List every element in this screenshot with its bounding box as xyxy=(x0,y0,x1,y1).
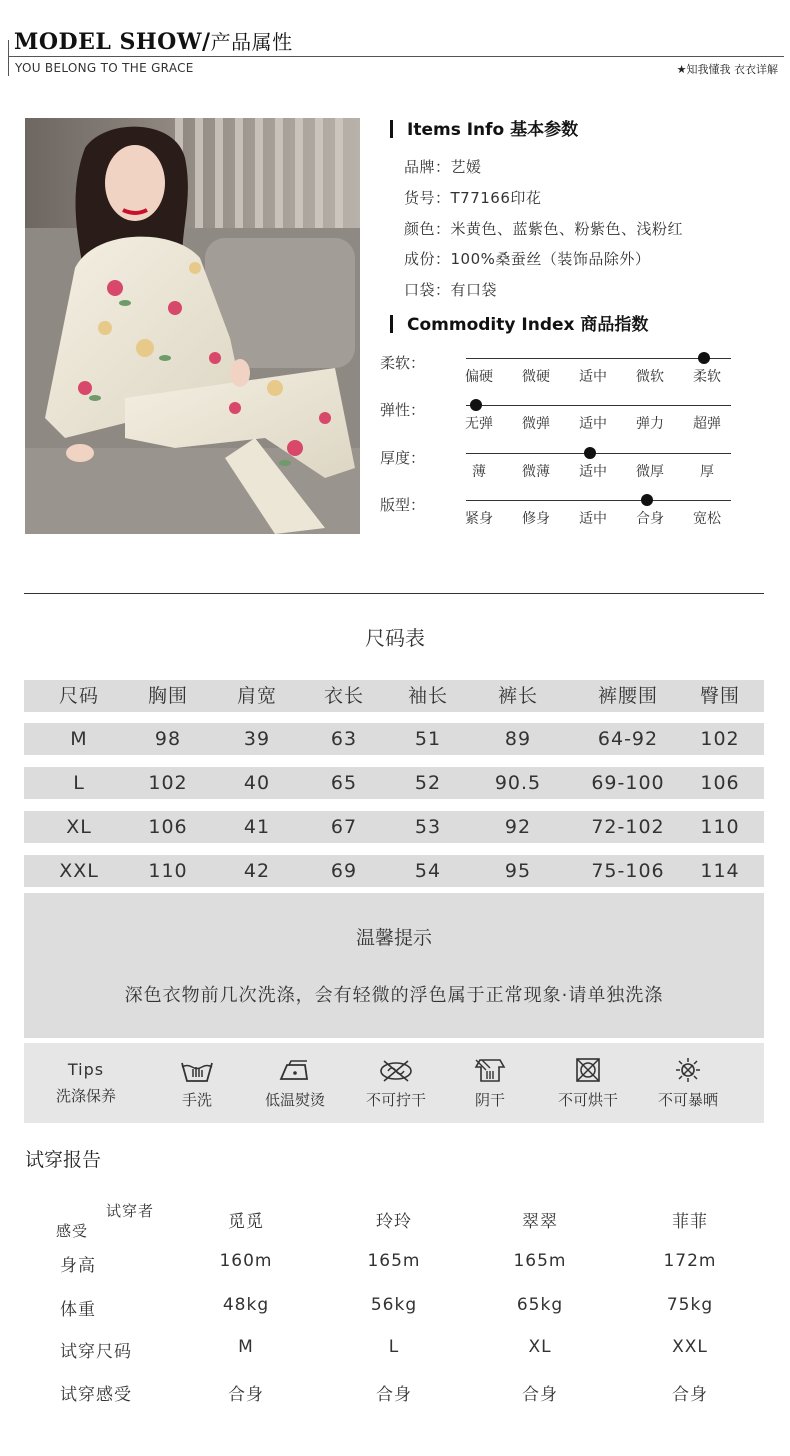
index-option: 修身 xyxy=(522,511,550,527)
info-material: 成份：100%桑蚕丝（装饰品除外） xyxy=(404,250,651,268)
try-cell: 172m xyxy=(663,1251,717,1271)
table-cell: 106 xyxy=(148,816,188,838)
table-header-row xyxy=(24,680,764,712)
try-cell: 165m xyxy=(367,1251,421,1271)
try-row-label: 试穿感受 xyxy=(60,1385,132,1405)
index-option: 柔软 xyxy=(693,369,721,385)
table-cell: 110 xyxy=(700,816,740,838)
table-cell: 尺码 xyxy=(58,685,99,707)
table-cell: 72-102 xyxy=(591,816,665,838)
size-chart-title: 尺码表 xyxy=(365,626,425,650)
index-marker xyxy=(698,352,710,364)
care-hand-wash xyxy=(152,1057,242,1110)
table-cell: 102 xyxy=(148,772,188,794)
table-cell: 裤腰围 xyxy=(597,685,658,707)
try-row-label: 身高 xyxy=(60,1256,96,1276)
care-no-sun xyxy=(643,1057,733,1110)
table-cell: 110 xyxy=(148,860,188,882)
table-cell: 114 xyxy=(700,860,740,882)
page-title-cn: 产品属性 xyxy=(210,30,293,54)
index-marker xyxy=(584,447,596,459)
try-cell: XXL xyxy=(672,1337,708,1357)
page-title-en: MODEL SHOW/ xyxy=(14,29,211,55)
try-cell: 56kg xyxy=(370,1295,418,1315)
table-cell: 臀围 xyxy=(699,685,740,707)
try-corner-feeling: 感受 xyxy=(56,1222,89,1240)
try-cell: XL xyxy=(528,1337,552,1357)
table-cell: 51 xyxy=(414,728,442,750)
try-cell: L xyxy=(388,1337,400,1357)
try-cell: 65kg xyxy=(516,1295,564,1315)
index-option: 微薄 xyxy=(522,464,550,480)
tester-name: 菲菲 xyxy=(672,1212,708,1232)
table-row xyxy=(24,723,764,755)
table-cell: 102 xyxy=(700,728,740,750)
care-iron-low xyxy=(250,1057,340,1110)
items-info-heading: Items Info 基本参数 xyxy=(390,115,578,140)
info-brand: 品牌：艺媛 xyxy=(404,158,482,176)
table-cell: 89 xyxy=(504,728,532,750)
try-row-label: 试穿尺码 xyxy=(60,1342,132,1362)
header-divider xyxy=(8,56,784,57)
index-option: 无弹 xyxy=(465,416,493,432)
try-cell: 合身 xyxy=(672,1385,708,1405)
info-colors: 颜色：米黄色、蓝紫色、粉紫色、浅粉红 xyxy=(404,220,684,238)
table-cell: 98 xyxy=(154,728,182,750)
info-pocket: 口袋：有口袋 xyxy=(404,281,498,299)
try-cell: 合身 xyxy=(228,1385,264,1405)
index-scale-line xyxy=(466,358,731,359)
care-shade-dry xyxy=(445,1057,535,1110)
header-note: ★知我懂我 衣衣详解 xyxy=(676,63,778,76)
index-marker xyxy=(470,399,482,411)
index-option: 厚 xyxy=(700,464,714,480)
tester-name: 觅觅 xyxy=(228,1212,264,1232)
table-cell: 肩宽 xyxy=(236,685,277,707)
care-label: 阴干 xyxy=(474,1091,505,1109)
no-tumble-dry-icon xyxy=(570,1057,606,1083)
table-row xyxy=(24,767,764,799)
table-row xyxy=(24,811,764,843)
warm-tips-text: 深色衣物前几次洗涤，会有轻微的浮色属于正常现象·请单独洗涤 xyxy=(124,985,664,1006)
header-tick xyxy=(8,40,9,76)
no-wring-icon xyxy=(378,1057,414,1083)
try-cell: 合身 xyxy=(522,1385,558,1405)
table-cell: 52 xyxy=(414,772,442,794)
try-cell: 160m xyxy=(219,1251,273,1271)
table-cell: 63 xyxy=(330,728,358,750)
warm-tips-title: 温馨提示 xyxy=(355,927,432,949)
page-subtitle: YOU BELONG TO THE GRACE xyxy=(15,61,194,75)
index-option: 微软 xyxy=(636,369,664,385)
table-row xyxy=(24,855,764,887)
try-cell: 75kg xyxy=(666,1295,714,1315)
index-option: 宽松 xyxy=(693,511,721,527)
table-cell: 92 xyxy=(504,816,532,838)
index-option: 合身 xyxy=(636,511,664,527)
warm-tips-box xyxy=(24,893,764,1038)
table-cell: XXL xyxy=(59,860,99,882)
index-option: 薄 xyxy=(472,464,486,480)
info-item-number: 货号：T77166印花 xyxy=(404,189,542,207)
table-cell: 95 xyxy=(504,860,532,882)
care-no-wring xyxy=(351,1057,441,1110)
index-option: 紧身 xyxy=(465,511,493,527)
index-option: 适中 xyxy=(579,464,607,480)
care-title xyxy=(41,1059,131,1106)
table-cell: 54 xyxy=(414,860,442,882)
tester-name: 玲玲 xyxy=(376,1212,412,1232)
care-no-tumble-dry xyxy=(543,1057,633,1110)
index-label: 弹性： xyxy=(380,401,426,419)
table-cell: 75-106 xyxy=(591,860,665,882)
table-cell: 53 xyxy=(414,816,442,838)
index-option: 适中 xyxy=(579,369,607,385)
index-label: 柔软： xyxy=(380,354,426,372)
iron-low-icon xyxy=(277,1057,313,1083)
index-scale-line xyxy=(466,405,731,406)
index-marker xyxy=(641,494,653,506)
try-report-title: 试穿报告 xyxy=(25,1149,102,1171)
index-label: 厚度： xyxy=(380,449,426,467)
tester-name: 翠翠 xyxy=(522,1212,558,1232)
try-cell: 48kg xyxy=(222,1295,270,1315)
index-label: 版型： xyxy=(380,496,426,514)
index-option: 偏硬 xyxy=(465,369,493,385)
index-option: 超弹 xyxy=(693,416,721,432)
table-cell: XL xyxy=(66,816,92,838)
index-option: 适中 xyxy=(579,416,607,432)
care-label: 不可烘干 xyxy=(557,1091,618,1109)
table-cell: 袖长 xyxy=(407,685,448,707)
table-cell: 41 xyxy=(243,816,271,838)
care-instructions xyxy=(24,1043,764,1123)
table-cell: 69-100 xyxy=(591,772,665,794)
care-label: 不可暴晒 xyxy=(657,1091,718,1109)
care-title-cn: 洗涤保养 xyxy=(55,1087,116,1105)
table-cell: M xyxy=(70,728,88,750)
index-scale-line xyxy=(466,500,731,501)
table-cell: 39 xyxy=(243,728,271,750)
table-cell: 衣长 xyxy=(323,685,364,707)
product-photo xyxy=(25,118,360,534)
table-cell: 40 xyxy=(243,772,271,794)
care-label: 低温熨烫 xyxy=(264,1091,325,1109)
index-option: 适中 xyxy=(579,511,607,527)
table-cell: 裤长 xyxy=(497,685,538,707)
index-scale-line xyxy=(466,453,731,454)
no-sun-icon xyxy=(670,1057,706,1083)
try-cell: 合身 xyxy=(376,1385,412,1405)
table-cell: 106 xyxy=(700,772,740,794)
care-label: 不可拧干 xyxy=(365,1091,426,1109)
page-title xyxy=(14,26,293,55)
index-option: 微厚 xyxy=(636,464,664,480)
index-option: 弹力 xyxy=(636,416,664,432)
shade-dry-icon xyxy=(472,1057,508,1083)
table-cell: 69 xyxy=(330,860,358,882)
hand-wash-icon xyxy=(179,1057,215,1083)
section-divider xyxy=(24,593,764,594)
table-cell: 42 xyxy=(243,860,271,882)
index-option: 微硬 xyxy=(522,369,550,385)
try-cell: M xyxy=(238,1337,254,1357)
table-cell: 65 xyxy=(330,772,358,794)
table-cell: 胸围 xyxy=(147,685,188,707)
table-cell: 67 xyxy=(330,816,358,838)
try-row-label: 体重 xyxy=(60,1300,96,1320)
table-cell: 64-92 xyxy=(597,728,659,750)
index-option: 微弹 xyxy=(522,416,550,432)
table-cell: L xyxy=(73,772,85,794)
commodity-index-heading: Commodity Index 商品指数 xyxy=(390,310,648,335)
care-label: 手洗 xyxy=(181,1091,212,1109)
table-cell: 90.5 xyxy=(494,772,542,794)
try-cell: 165m xyxy=(513,1251,567,1271)
care-title-en: Tips xyxy=(67,1060,105,1079)
try-corner-tester: 试穿者 xyxy=(106,1202,155,1220)
